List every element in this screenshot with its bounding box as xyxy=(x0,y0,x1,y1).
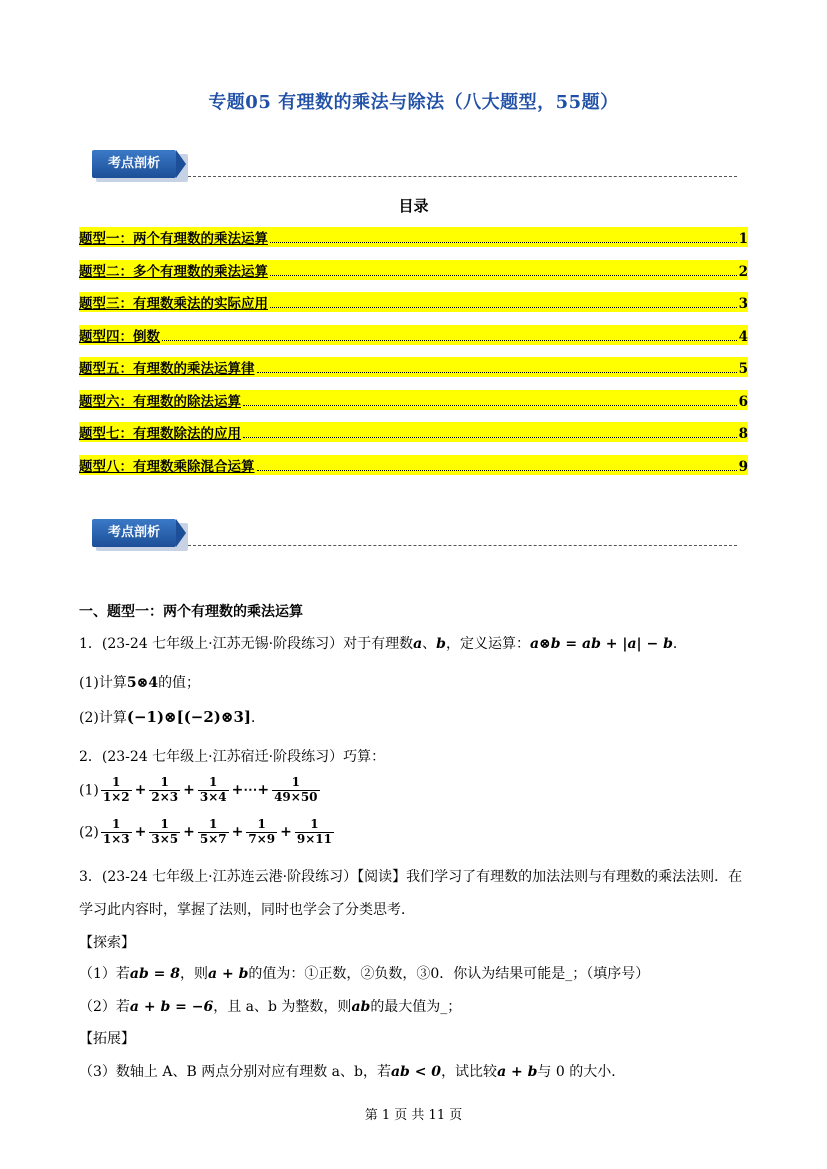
fraction: $\frac{1}{9\times 11}$ xyxy=(296,817,332,846)
dashed-divider xyxy=(188,176,737,177)
question-3-line-2: 学习此内容时，掌握了法则，同时也学会了分类思考． xyxy=(79,902,415,918)
fraction: $\frac{1}{3\times 5}$ xyxy=(151,817,179,846)
toc-item[interactable]: 题型一：两个有理数的乘法运算 1 xyxy=(79,227,748,247)
dashed-divider xyxy=(188,545,737,546)
question-1-part-2: (2)计算(−1)⊗[(−2)⊗3]． xyxy=(79,708,266,726)
fraction: $\frac{1}{2\times 3}$ xyxy=(151,775,179,804)
question-2: 2．(23-24 七年级上·江苏宿迁·阶段练习）巧算： xyxy=(79,749,386,765)
question-3-line-1: 3．(23-24 七年级上·江苏连云港·阶段练习）【阅读】我们学习了有理数的加法法则与有理数的乘法法则．在 xyxy=(79,869,743,885)
toc-item[interactable]: 题型三：有理数乘法的实际应用 3 xyxy=(79,292,748,312)
toc-item[interactable]: 题型七：有理数除法的应用 8 xyxy=(79,422,748,442)
section-header-body xyxy=(92,519,737,551)
toc-item[interactable]: 题型六：有理数的除法运算 6 xyxy=(79,390,748,410)
section-heading: 一、题型一：两个有理数的乘法运算 xyxy=(79,604,303,620)
fraction: $\frac{1}{3\times 4}$ xyxy=(199,775,227,804)
question-3-part-2: （2）若a + b = −6，且 a、b 为整数，则ab的最大值为_； xyxy=(79,999,462,1015)
question-1: 1．(23-24 七年级上·江苏无锡·阶段练习）对于有理数a、b，定义运算：a⊗b = ab + |a| − b． xyxy=(79,636,687,652)
question-1-part-1: (1)计算5⊗4的值； xyxy=(79,675,201,691)
toc-heading: 目录 xyxy=(398,197,429,215)
section-tag-label: 考点剖析 xyxy=(107,525,160,540)
question-2-part-2: (2) $\frac{1}{1\times 3}$ + $\frac{1}{3\times 5}$ + $\frac{1}{5\times 7}$ + $\frac{1}{7\times 9}$ + $\frac{1}{9\times 11}$ xyxy=(79,817,332,846)
document-title: 专题05 有理数的乘法与除法（八大题型，55题） xyxy=(208,92,619,113)
toc-item[interactable]: 题型二：多个有理数的乘法运算 2 xyxy=(79,260,748,280)
table-of-contents xyxy=(79,227,748,487)
fraction: $\frac{1}{1\times 3}$ xyxy=(102,817,130,846)
page-footer: 第 1 页 共 11 页 xyxy=(364,1108,463,1123)
explore-label: 【探索】 xyxy=(79,935,135,951)
toc-item[interactable]: 题型四：倒数 4 xyxy=(79,325,748,345)
extend-label: 【拓展】 xyxy=(79,1031,135,1047)
question-3-part-1: （1）若ab = 8，则a + b的值为：①正数，②负数，③0．你认为结果可能是_；（填序号） xyxy=(79,966,650,982)
toc-item[interactable]: 题型八：有理数乘除混合运算 9 xyxy=(79,455,748,475)
question-3-part-3: （3）数轴上 A、B 两点分别对应有理数 a、b，若ab < 0，试比较a + b与 0 的大小． xyxy=(79,1064,626,1080)
fraction: $\frac{1}{1\times 2}$ xyxy=(102,775,130,804)
toc-item[interactable]: 题型五：有理数的乘法运算律 5 xyxy=(79,357,748,377)
question-2-part-1: (1) $\frac{1}{1\times 2}$ + $\frac{1}{2\times 3}$ + $\frac{1}{3\times 4}$ +⋯+ $\frac{1}{49\times 50}$ xyxy=(79,775,318,804)
fraction: $\frac{1}{7\times 9}$ xyxy=(248,817,276,846)
section-tag-label: 考点剖析 xyxy=(107,156,160,171)
fraction: $\frac{1}{5\times 7}$ xyxy=(199,817,227,846)
fraction: $\frac{1}{49\times 50}$ xyxy=(274,775,318,804)
section-header-top xyxy=(92,150,737,182)
